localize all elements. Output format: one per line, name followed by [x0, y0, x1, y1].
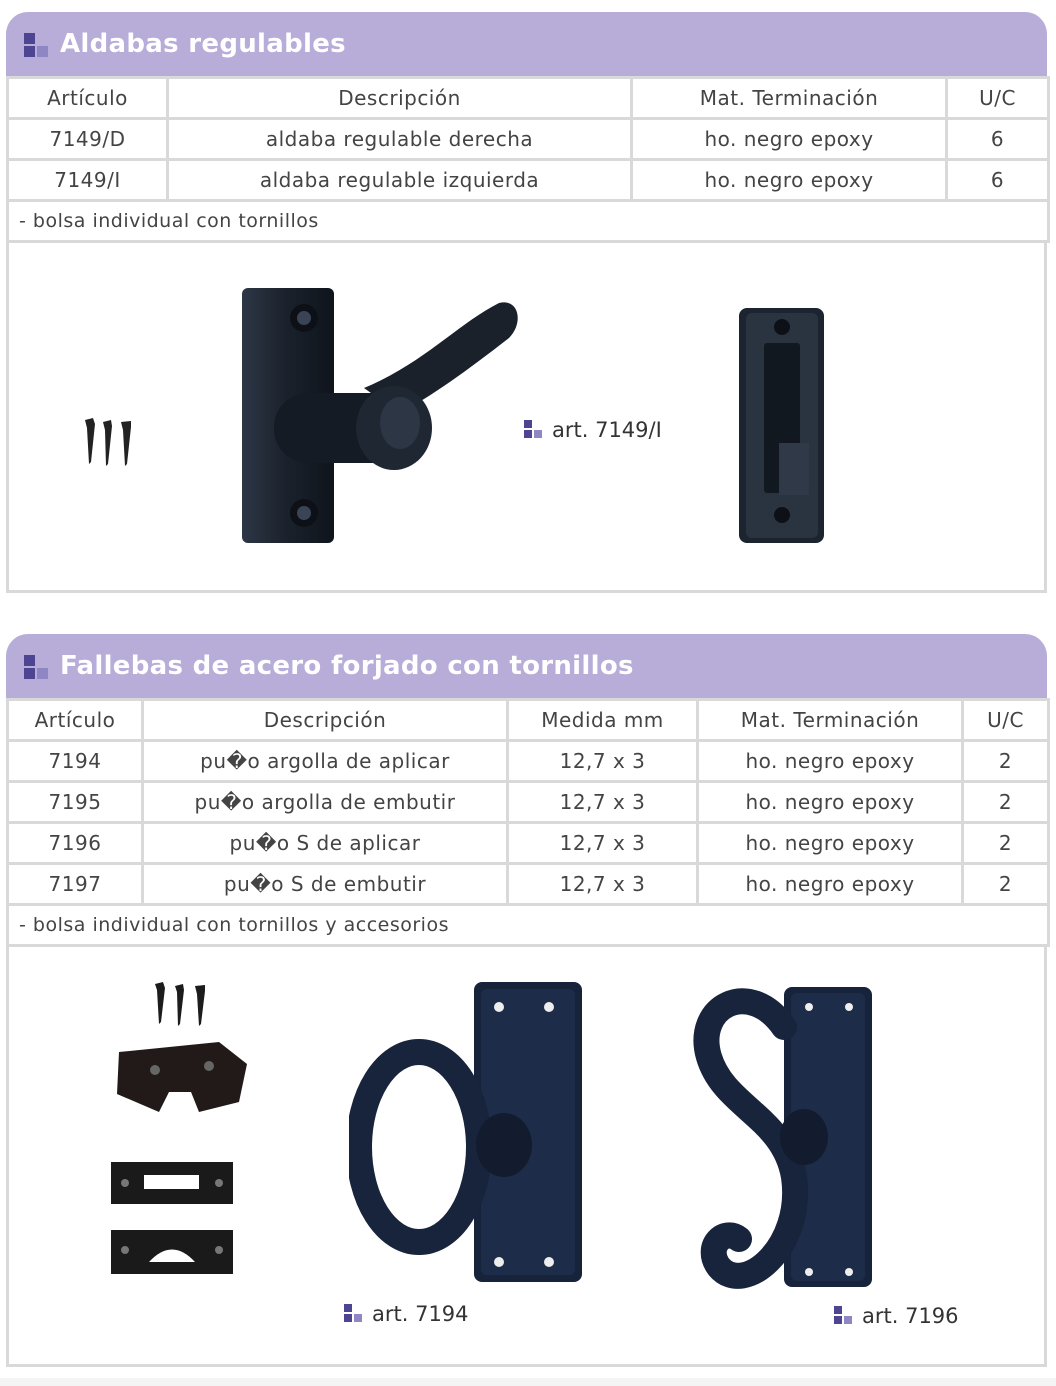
table-cell: ho. negro epoxy: [632, 160, 947, 201]
table-cell: 2: [963, 823, 1049, 864]
table-cell: 7195: [8, 782, 143, 823]
caption-text: art. 7196: [862, 1304, 959, 1328]
column-header: Artículo: [8, 700, 143, 741]
section-aldabas: [6, 12, 1047, 593]
column-header: Descripción: [143, 700, 508, 741]
column-header: U/C: [963, 700, 1049, 741]
table-cell: pu�o argolla de aplicar: [143, 741, 508, 782]
table-header-row: [8, 78, 1049, 119]
squares-icon: [344, 1304, 364, 1324]
table-cell: 2: [963, 741, 1049, 782]
table-cell: 7149/D: [8, 119, 168, 160]
table-cell: pu�o S de aplicar: [143, 823, 508, 864]
screws-image: [79, 418, 149, 468]
section-header: [6, 12, 1047, 76]
table-row: [8, 741, 1049, 782]
table-cell: 12,7 x 3: [508, 782, 698, 823]
caption-text: art. 7149/I: [552, 418, 662, 442]
section-fallebas: [6, 634, 1047, 1367]
table-cell: ho. negro epoxy: [698, 864, 963, 905]
table-cell: ho. negro epoxy: [698, 741, 963, 782]
table-cell: aldaba regulable izquierda: [168, 160, 632, 201]
squares-icon: [524, 420, 544, 440]
strike-plate-image: [734, 303, 834, 553]
table-cell: 7196: [8, 823, 143, 864]
product-image-area: [6, 243, 1047, 593]
table-cell: ho. negro epoxy: [698, 782, 963, 823]
table-cell: 12,7 x 3: [508, 823, 698, 864]
table-note-row: [8, 201, 1049, 242]
s-handle-image: [689, 977, 889, 1307]
caption-text: art. 7194: [372, 1302, 469, 1326]
table-cell: 12,7 x 3: [508, 741, 698, 782]
table-cell: 2: [963, 864, 1049, 905]
table-cell: ho. negro epoxy: [632, 119, 947, 160]
column-header: Descripción: [168, 78, 632, 119]
section-header: [6, 634, 1047, 698]
table-header-row: [8, 700, 1049, 741]
table-cell: ho. negro epoxy: [698, 823, 963, 864]
product-caption: [344, 1302, 469, 1326]
table-cell: 7149/I: [8, 160, 168, 201]
squares-icon: [24, 33, 50, 59]
table-row: [8, 160, 1049, 201]
table-row: [8, 823, 1049, 864]
squares-icon: [24, 655, 50, 681]
table-cell: pu�o argolla de embutir: [143, 782, 508, 823]
column-header: Mat. Terminación: [632, 78, 947, 119]
section-title: Aldabas regulables: [60, 29, 346, 59]
product-caption: [524, 418, 662, 442]
ring-handle-image: [349, 977, 599, 1292]
column-header: U/C: [947, 78, 1049, 119]
squares-icon: [834, 1306, 854, 1326]
table-cell: 6: [947, 160, 1049, 201]
product-table: [6, 698, 1050, 947]
table-row: [8, 119, 1049, 160]
table-row: [8, 864, 1049, 905]
note-text: - bolsa individual con tornillos y accesorios: [8, 905, 1049, 946]
column-header: Medida mm: [508, 700, 698, 741]
table-cell: pu�o S de embutir: [143, 864, 508, 905]
latch-product-image: [224, 283, 534, 558]
bottom-edge: [0, 1378, 1056, 1386]
accessories-image: [99, 982, 259, 1292]
column-header: Artículo: [8, 78, 168, 119]
table-cell: 6: [947, 119, 1049, 160]
product-image-area: [6, 947, 1047, 1367]
table-cell: 7197: [8, 864, 143, 905]
table-cell: 7194: [8, 741, 143, 782]
product-table: [6, 76, 1050, 243]
table-row: [8, 782, 1049, 823]
note-text: - bolsa individual con tornillos: [8, 201, 1049, 242]
table-cell: 12,7 x 3: [508, 864, 698, 905]
section-title: Fallebas de acero forjado con tornillos: [60, 651, 634, 681]
table-note-row: [8, 905, 1049, 946]
table-cell: aldaba regulable derecha: [168, 119, 632, 160]
table-cell: 2: [963, 782, 1049, 823]
product-caption: [834, 1304, 959, 1328]
column-header: Mat. Terminación: [698, 700, 963, 741]
